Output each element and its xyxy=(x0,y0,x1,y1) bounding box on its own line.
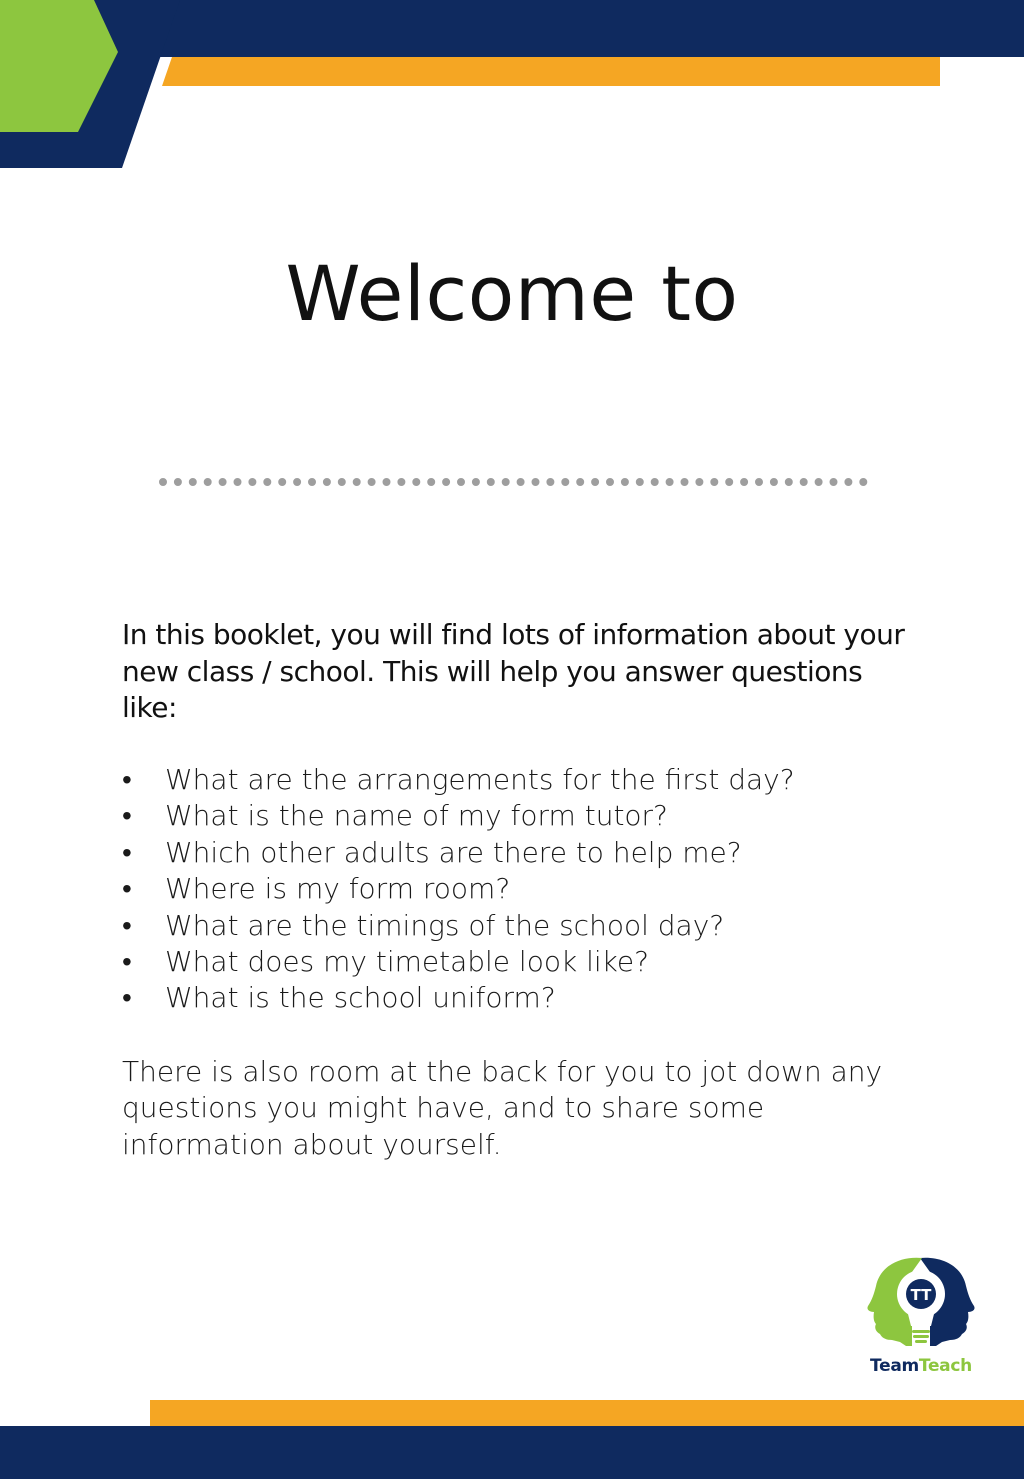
list-item xyxy=(122,798,942,834)
question-text: What does my timetable look like? xyxy=(165,945,649,979)
list-item xyxy=(122,871,942,907)
question-text: Where is my form room? xyxy=(165,872,511,906)
footer-decoration xyxy=(0,1396,1024,1479)
header-orange-stripe xyxy=(162,57,940,86)
question-text: Which other adults are there to help me? xyxy=(165,835,742,869)
bullet-icon: • xyxy=(122,872,132,906)
question-text: What is the school uniform? xyxy=(165,981,556,1015)
logo-word-team: Team xyxy=(870,1356,919,1376)
name-dotted-line xyxy=(158,476,870,488)
question-text: What is the name of my form tutor? xyxy=(165,799,668,833)
logo-word-teach: Teach xyxy=(918,1356,972,1376)
list-item xyxy=(122,944,942,980)
logo-monogram: TT xyxy=(910,1286,932,1304)
page-title: Welcome to xyxy=(285,249,739,338)
list-item xyxy=(122,980,942,1016)
logo-wordmark xyxy=(862,1356,980,1376)
footer-orange-stripe xyxy=(150,1400,1024,1426)
bullet-icon: • xyxy=(122,799,132,833)
list-item xyxy=(122,908,942,944)
question-list xyxy=(122,762,942,1017)
question-text: What are the timings of the school day? xyxy=(165,908,725,942)
footer-navy-bar xyxy=(0,1426,1024,1479)
question-text: What are the arrangements for the first day? xyxy=(165,763,795,796)
intro-paragraph: In this booklet, you will find lots of information about your new class / school. This will help you answer questions like: xyxy=(122,618,905,724)
bullet-icon: • xyxy=(122,763,132,796)
bullet-icon: • xyxy=(122,835,132,869)
list-item xyxy=(122,762,942,798)
closing-paragraph: There is also room at the back for you to jot down any questions you might have, and to share some information about yourself. xyxy=(122,1055,883,1161)
list-item xyxy=(122,835,942,871)
bullet-icon: • xyxy=(122,981,132,1015)
header-decoration xyxy=(0,0,1024,170)
bullet-icon: • xyxy=(122,945,132,979)
bullet-icon: • xyxy=(122,908,132,942)
